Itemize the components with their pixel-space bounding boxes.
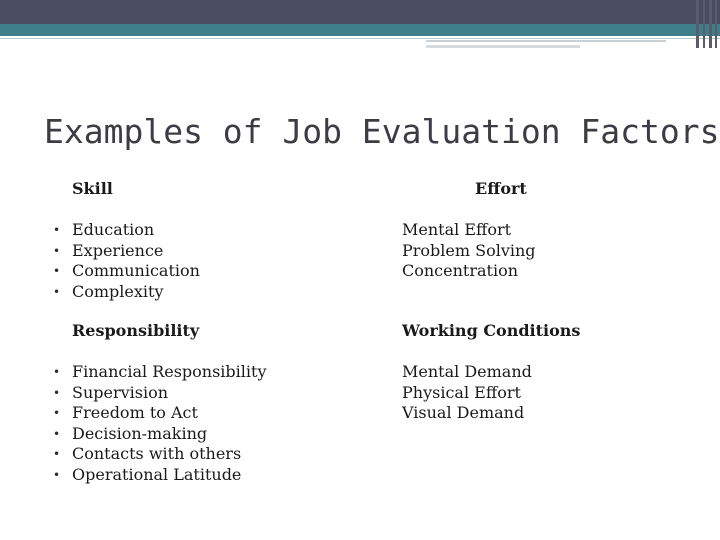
list-item-label: Experience [72, 240, 164, 260]
list-item-label: Operational Latitude [72, 464, 242, 484]
list-item [53, 220, 200, 241]
working-conditions-list [402, 362, 532, 424]
bullet-icon: • [53, 426, 61, 441]
header-rule [0, 38, 720, 39]
bullet-icon: • [53, 365, 61, 379]
list-item-label: Contacts with others [72, 444, 242, 463]
list-item-label: Communication [72, 261, 200, 280]
list-item [53, 241, 200, 262]
list-item-label: Freedom to Act [72, 403, 198, 422]
list-item [53, 383, 266, 404]
bullet-icon: • [53, 223, 61, 237]
corner-stripe [709, 0, 712, 48]
responsibility-heading: Responsibility [72, 321, 200, 340]
bullet-icon: • [53, 467, 61, 482]
header-accent-line-short [426, 45, 580, 48]
bullet-icon: • [53, 385, 61, 400]
bullet-icon: • [53, 264, 61, 278]
corner-stripe [715, 0, 717, 48]
working-conditions-heading: Working Conditions [402, 321, 581, 340]
slide-title: Examples of Job Evaluation Factors [44, 112, 720, 151]
list-item: Physical Effort [402, 382, 521, 402]
effort-heading: Effort [475, 179, 527, 198]
list-item [53, 424, 266, 445]
list-item [53, 403, 266, 424]
list-item-label: Financial Responsibility [72, 362, 267, 381]
list-item: Visual Demand [402, 403, 525, 422]
bullet-icon: • [53, 447, 61, 461]
corner-stripe [703, 0, 705, 48]
list-item-label: Decision-making [72, 423, 208, 443]
list-item: Mental Effort [402, 220, 512, 239]
list-item-label: Complexity [72, 281, 164, 301]
effort-list [402, 220, 536, 282]
list-item [53, 444, 266, 465]
list-item [53, 261, 200, 282]
list-item: Problem Solving [402, 240, 536, 260]
bullet-icon: • [53, 406, 61, 420]
list-item-label: Supervision [72, 382, 169, 402]
bullet-icon: • [53, 243, 61, 258]
header-accent-line [426, 40, 666, 42]
list-item [53, 362, 266, 383]
skill-list [53, 220, 200, 302]
header-bar-dark [0, 0, 720, 24]
header-bar-teal [0, 24, 720, 36]
responsibility-list [53, 362, 266, 485]
list-item: Mental Demand [402, 362, 532, 381]
list-item [53, 465, 266, 486]
list-item: Concentration [402, 261, 519, 280]
list-item-label: Education [72, 220, 155, 239]
skill-heading: Skill [72, 179, 113, 198]
bullet-icon: • [53, 284, 61, 299]
corner-stripe [696, 0, 699, 48]
list-item [53, 282, 200, 303]
